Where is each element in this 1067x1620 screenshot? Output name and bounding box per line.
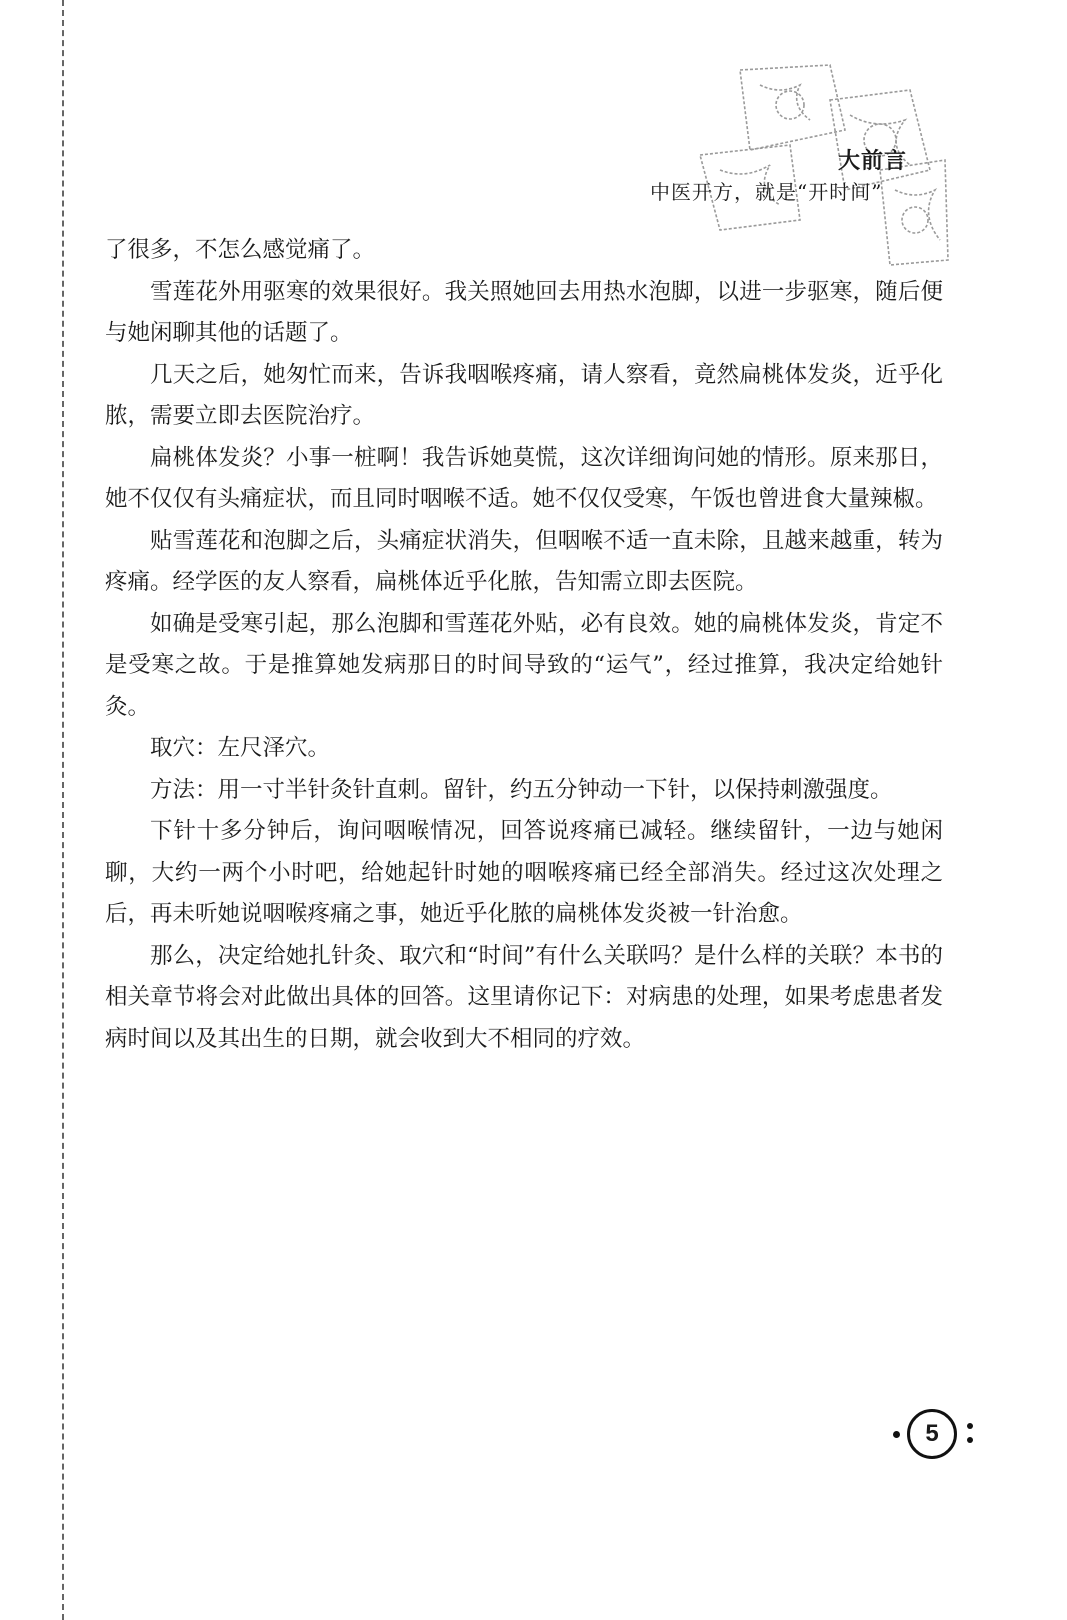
paragraph: 如确是受寒引起，那么泡脚和雪莲花外贴，必有良效。她的扁桃体发炎，肯定不是受寒之故。于是推算她发病那日的时间导致的“运气”，经过推算，我决定给她针灸。 bbox=[105, 610, 943, 720]
paragraph: 雪莲花外用驱寒的效果很好。我关照她回去用热水泡脚，以进一步驱寒，随后便与她闲聊其他的话题了。 bbox=[105, 278, 943, 346]
header-subtitle: 中医开方，就是“开时间” bbox=[650, 180, 883, 204]
paragraph: 取穴：左尺泽穴。 bbox=[150, 735, 331, 761]
page-number-badge bbox=[885, 1405, 995, 1465]
ornament-dot bbox=[893, 1431, 900, 1438]
paragraph: 几天之后，她匆忙而来，告诉我咽喉疼痛，请人察看，竟然扁桃体发炎，近乎化脓，需要立即去医院治疗。 bbox=[105, 361, 943, 429]
ornament-dot bbox=[967, 1437, 973, 1443]
paragraph: 那么，决定给她扎针灸、取穴和“时间”有什么关联吗？是什么样的关联？本书的相关章节将会对此做出具体的回答。这里请你记下：对病患的处理，如果考虑患者发病时间以及其出生的日期，就会收到大不相同的疗效。 bbox=[105, 942, 943, 1052]
paragraph: 下针十多分钟后，询问咽喉情况，回答说疼痛已减轻。继续留针，一边与她闲聊，大约一两个小时吧，给她起针时她的咽喉疼痛已经全部消失。经过这次处理之后，再未听她说咽喉疼痛之事，她近乎化脓的扁桃体发炎被一针治愈。 bbox=[105, 818, 943, 927]
binding-margin-line bbox=[62, 0, 64, 1620]
paragraph: 贴雪莲花和泡脚之后，头痛症状消失，但咽喉不适一直未除，且越来越重，转为疼痛。经学医的友人察看，扁桃体近乎化脓，告知需立即去医院。 bbox=[105, 527, 943, 595]
body-text bbox=[105, 230, 943, 1060]
paragraph: 扁桃体发炎？小事一桩啊！我告诉她莫慌，这次详细询问她的情形。原来那日，她不仅仅有头痛症状，而且同时咽喉不适。她不仅仅受寒，午饭也曾进食大量辣椒。 bbox=[105, 444, 943, 512]
paragraph: 方法：用一寸半针灸针直刺。留针，约五分钟动一下针，以保持刺激强度。 bbox=[150, 776, 893, 803]
header-title: 大前言 bbox=[838, 148, 908, 174]
ornament-dot bbox=[967, 1423, 973, 1429]
paragraph: 了很多，不怎么感觉痛了。 bbox=[105, 237, 376, 263]
page-number: 5 bbox=[925, 1420, 939, 1447]
